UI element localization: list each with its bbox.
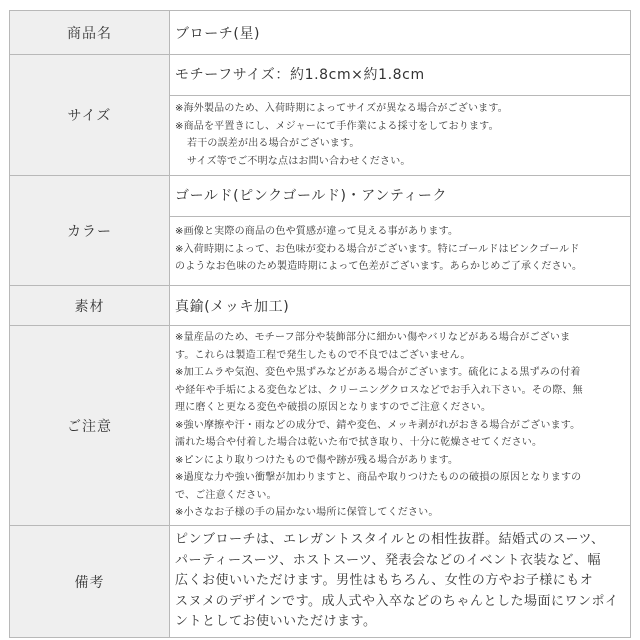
remarks-line: ントとしてお使いいただけます。 bbox=[175, 614, 377, 630]
size-note: 若干の誤差が出る場合がございます。 bbox=[187, 138, 360, 149]
caution-note: ※加工ムラや気泡、変色や黒ずみなどがある場合がございます。硫化による黒ずみの付着 bbox=[175, 367, 581, 379]
spec-row-product-name bbox=[10, 11, 631, 55]
size-notes bbox=[170, 95, 630, 175]
color-note: ※画像と実際の商品の色や質感が違って見える事があります。 bbox=[175, 226, 459, 237]
product-name-value bbox=[170, 11, 631, 55]
color-note: のようなお色味のため製造時期によって色差がございます。あらかじめご了承ください。 bbox=[175, 261, 583, 272]
spec-row-material bbox=[10, 286, 631, 326]
row-label-color: カラー bbox=[10, 176, 170, 286]
spec-row-remarks bbox=[10, 526, 631, 638]
spec-row-size bbox=[10, 55, 631, 176]
size-note: ※商品を平置きにし、メジャーにて手作業による採寸をしております。 bbox=[175, 120, 499, 132]
caution-note: ※過度な力や強い衝撃が加わりますと、商品や取りつけたものの破損の原因となりますの bbox=[175, 472, 582, 484]
remarks-line: ピンブローチは、エレガントスタイルとの相性抜群。結婚式のスーツ、 bbox=[175, 532, 605, 548]
color-notes bbox=[170, 216, 630, 285]
caution-note: ※量産品のため、モチーフ部分や装飾部分に細かい傷やバリなどがある場合がございま bbox=[175, 332, 571, 344]
spec-row-caution bbox=[10, 326, 631, 526]
size-note: サイズ等でご不明な点はお問い合わせください。 bbox=[187, 155, 411, 167]
remarks-text bbox=[170, 526, 631, 638]
size-cell bbox=[170, 55, 631, 176]
caution-note: 濡れた場合や付着した場合は乾いた布で拭き取り、十分に乾燥させてください。 bbox=[175, 437, 543, 449]
remarks-line: 広くお使いいただけます。男性はもちろん、女性の方やお子様にもオ bbox=[175, 573, 594, 589]
product-spec-table bbox=[9, 10, 631, 638]
spec-row-color bbox=[10, 176, 631, 286]
color-value: ゴールド(ピンクゴールド)・アンティーク bbox=[175, 188, 448, 204]
caution-notes bbox=[170, 326, 631, 526]
caution-note: 理に磨くと更なる変色や破損の原因となりますのでご注意ください。 bbox=[175, 402, 492, 414]
color-cell bbox=[170, 176, 631, 286]
row-label-caution: ご注意 bbox=[10, 326, 170, 526]
material-text: 真鍮(メッキ加工) bbox=[175, 298, 290, 315]
size-note: ※海外製品のため、入荷時期によってサイズが異なる場合がございます。 bbox=[175, 103, 508, 114]
caution-note: ※強い摩擦や汗・雨などの成分で、錆や変色、メッキ剥がれがおきる場合がございます。 bbox=[175, 419, 581, 431]
remarks-line: スヌメのデザインです。成人式や入卒などのちゃんとした場面にワンポイ bbox=[175, 593, 619, 609]
row-label-size: サイズ bbox=[10, 55, 170, 176]
color-note: ※入荷時期によって、お色味が変わる場合がございます。特にゴールドはピンクゴールド bbox=[175, 243, 580, 255]
row-label-material: 素材 bbox=[10, 286, 170, 326]
material-value bbox=[170, 286, 631, 326]
caution-note: ※小さなお子様の手の届かない場所に保管してください。 bbox=[175, 507, 439, 519]
caution-note: で、ご注意ください。 bbox=[175, 489, 277, 501]
row-label-product-name: 商品名 bbox=[10, 11, 170, 55]
product-name-text: ブローチ(星) bbox=[175, 25, 261, 42]
size-value: モチーフサイズ：約1.8cm×約1.8cm bbox=[175, 67, 425, 83]
row-label-remarks: 備考 bbox=[10, 526, 170, 638]
caution-note: す。これらは製造工程で発生したもので不良ではございません。 bbox=[175, 349, 471, 361]
caution-note: や経年や手垢による変色などは、クリーニングクロスなどでお手入れ下さい。その際、無 bbox=[175, 384, 583, 396]
caution-note: ※ピンにより取りつけたもので傷や跡が残る場合があります。 bbox=[175, 454, 459, 466]
remarks-line: パーティースーツ、ホストスーツ、発表会などのイベント衣装など、幅 bbox=[175, 552, 602, 568]
